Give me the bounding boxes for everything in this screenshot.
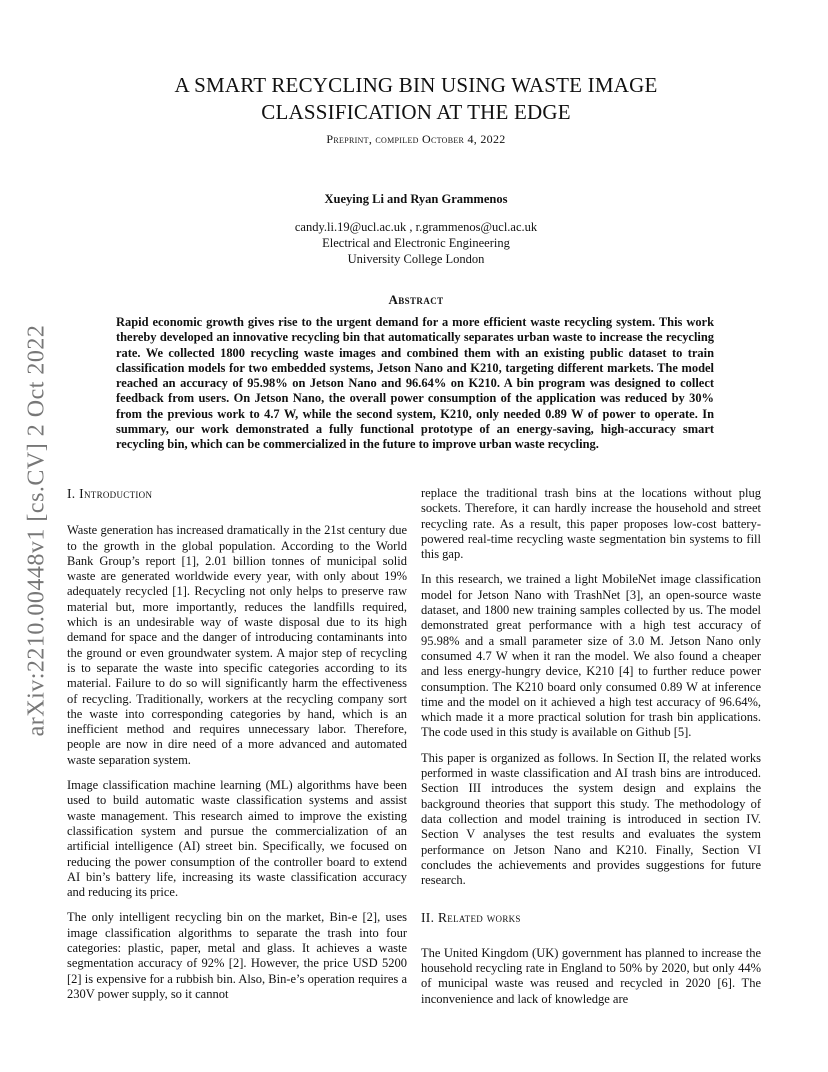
department: Electrical and Electronic Engineering bbox=[322, 236, 510, 250]
abstract-heading: Abstract bbox=[388, 292, 444, 307]
title-block bbox=[110, 72, 722, 147]
paragraph: Waste generation has increased dramatically in the 21st century due to the growth in the global population. According to the World Bank Group’s report [1], 2.01 billion tonnes of municipal solid waste are generated worldwide every year, with only about 19% adequately recycled [1]. Recycling not only helps to preserve raw material but, more importantly, reduces the landfills required, which is an undesirable way of waste disposal due to its high demand for space and the danger of introducing contaminants into the ground or even groundwater system. A major step of recycling is to separate the waste into specific categories according to its material. Failure to do so will significantly harm the effectiveness of recycling. Traditionally, workers at the recycling company sort the waste into corresponding categories by hand, which is an inefficient method and requires unnecessary labor. Therefore, people are now in dire need of a more advanced and automated waste separation system. bbox=[67, 523, 407, 767]
authors: Xueying Li and Ryan Grammenos bbox=[324, 192, 508, 206]
left-column bbox=[67, 484, 407, 1012]
preprint-date: Preprint, compiled October 4, 2022 bbox=[326, 132, 506, 146]
paragraph: Image classification machine learning (ML) algorithms have been used to build automatic waste classification systems and assist waste management. This research aimed to improve the existing classification system and pursue the commercialization of an artificial intelligence (AI) street bin. Specifically, we focused on reducing the power consumption of the controller board to extend AI bin’s battery life, increasing its waste classification accuracy and reducing its price. bbox=[67, 778, 407, 900]
section-heading-related-works bbox=[421, 910, 761, 925]
section-heading-introduction bbox=[67, 486, 407, 501]
affiliation-block bbox=[110, 219, 722, 267]
section-number: II. bbox=[421, 910, 435, 926]
university: University College London bbox=[347, 252, 485, 266]
paragraph: replace the traditional trash bins at the locations without plug sockets. Therefore, it can hardly increase the household and street recycling rate. As a result, this paper proposes low-cost battery-powered real-time recycling waste segmentation bin systems to fill this gap. bbox=[421, 486, 761, 562]
arxiv-identifier-text: arXiv:2210.00448v1 [cs.CV] 2 Oct 2022 bbox=[23, 324, 50, 736]
section-title: Introduction bbox=[79, 486, 153, 501]
abstract-text: Rapid economic growth gives rise to the urgent demand for a more efficient waste recycling system. This work thereby developed an innovative recycling bin that automatically separates urban waste to increase the recycling rate. We collected 1800 recycling waste images and combined them with an existing public dataset to train classification models for two embedded systems, Jetson Nano and K210, targeting different markets. The model reached an accuracy of 95.98% on Jetson Nano and 96.64% on K210. A bin program was designed to collect feedback from users. On Jetson Nano, the overall power consumption of the application was reduced by 30% from the previous work to 4.7 W, while the second system, K210, only needed 0.89 W of power to operate. In summary, our work demonstrated a fully functional prototype of an energy-saving, high-accuracy smart recycling bin, which can be commercialized in the future to improve urban waste recycling. bbox=[116, 315, 714, 452]
paper-title-line-1: A SMART RECYCLING BIN USING WASTE IMAGE bbox=[174, 73, 658, 97]
paragraph: This paper is organized as follows. In Section II, the related works performed in waste classification and AI trash bins are introduced. Section III introduces the system design and explains the background theories that support this study. The methodology of data collection and model training is introduced in section IV. Section V analyses the test results and evaluates the system performance on Jetson Nano and K210. Finally, Section VI concludes the achievements and provides suggestions for future research. bbox=[421, 750, 761, 888]
section-number: I. bbox=[67, 486, 76, 501]
paragraph: The United Kingdom (UK) government has planned to increase the household recycling rate in England to 50% by 2020, but only 44% of municipal waste was reused and recycled in 2020 [6]. The inconvenience and lack of knowledge are bbox=[421, 945, 761, 1006]
section-title: Related works bbox=[437, 910, 521, 926]
paper-title-line-2: CLASSIFICATION AT THE EDGE bbox=[261, 100, 571, 124]
paragraph: The only intelligent recycling bin on the market, Bin-e [2], uses image classification algorithms to separate the trash into four categories: plastic, paper, metal and glass. It achieves a waste segmentation accuracy of 92% [2]. However, the price USD 5200 [2] is expensive for a rubbish bin. Also, Bin-e’s operation requires a 230V power supply, so it cannot bbox=[67, 910, 407, 1001]
paragraph: In this research, we trained a light MobileNet image classification model for Jetson Nano with TrashNet [3], an open-source waste dataset, and 1800 new training samples collected by us. The model demonstrated great performance with a high test accuracy of 95.98% and a small parameter size of 3.0 M. Jetson Nano only consumed 4.7 W when it ran the model. We also found a cheaper and less energy-hungry device, K210 [4] to further reduce power consumption. The K210 board only consumed 0.89 W at inference time and the model on it achieved a high test accuracy of 96.64%, which made it a more practical solution for trash bin applications. The code used in this study is available on Github [5]. bbox=[421, 572, 761, 740]
right-column bbox=[421, 486, 761, 1017]
arxiv-identifier-sidebar bbox=[16, 290, 58, 770]
author-emails: candy.li.19@ucl.ac.uk , r.grammenos@ucl.ac.uk bbox=[294, 220, 538, 234]
paper-title bbox=[110, 72, 722, 126]
